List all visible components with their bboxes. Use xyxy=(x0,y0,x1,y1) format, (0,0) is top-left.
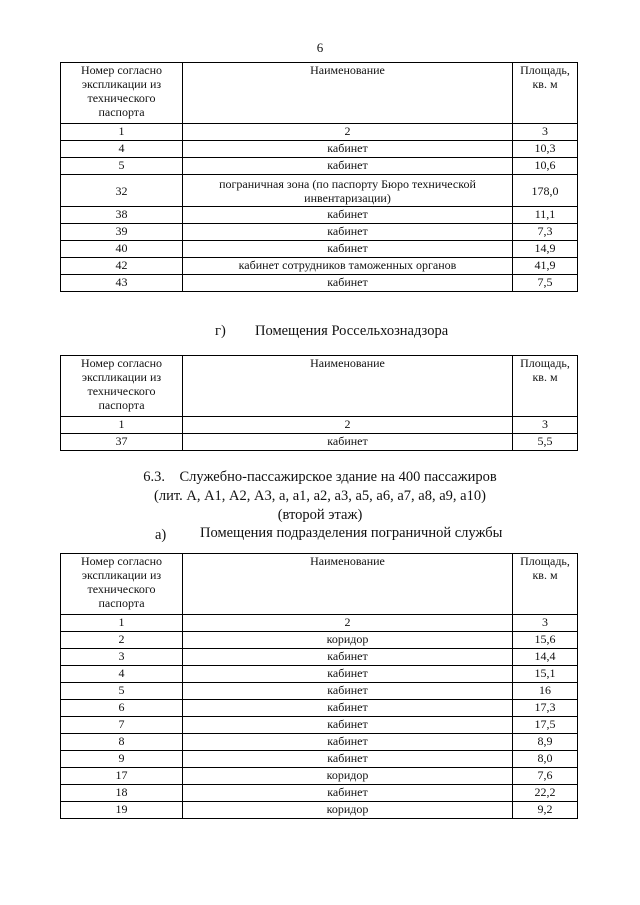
header-number: Номер согласно экспликации из технического паспорта xyxy=(61,554,183,615)
header-number: Номер согласно экспликации из технического паспорта xyxy=(61,63,183,124)
header-area: Площадь, кв. м xyxy=(513,356,578,417)
header-number: Номер согласно экспликации из технического паспорта xyxy=(61,356,183,417)
table-index-row xyxy=(61,417,578,434)
header-area: Площадь, кв. м xyxy=(513,63,578,124)
cell-name: кабинет xyxy=(183,734,513,751)
cell-area: 10,3 xyxy=(513,141,578,158)
cell-area: 178,0 xyxy=(513,175,578,207)
cell-name: кабинет xyxy=(183,275,513,292)
table-row xyxy=(61,802,578,819)
index-cell: 1 xyxy=(61,615,183,632)
cell-name: кабинет xyxy=(183,700,513,717)
index-cell: 3 xyxy=(513,615,578,632)
table-index-row xyxy=(61,124,578,141)
index-cell: 3 xyxy=(513,417,578,434)
cell-area: 10,6 xyxy=(513,158,578,175)
section-6-3-floor: (второй этаж) xyxy=(277,507,363,523)
cell-number: 2 xyxy=(61,632,183,649)
cell-name: коридор xyxy=(183,802,513,819)
table-row xyxy=(61,734,578,751)
cell-name: кабинет xyxy=(183,224,513,241)
cell-number: 19 xyxy=(61,802,183,819)
cell-name: кабинет xyxy=(183,683,513,700)
page-number: 6 xyxy=(316,40,324,55)
cell-area: 5,5 xyxy=(513,434,578,451)
table-row xyxy=(61,241,578,258)
header-name: Наименование xyxy=(183,63,513,124)
cell-area: 16 xyxy=(513,683,578,700)
cell-name: кабинет xyxy=(183,666,513,683)
cell-number: 32 xyxy=(61,175,183,207)
table-header-row xyxy=(61,63,578,124)
table-row xyxy=(61,683,578,700)
cell-area: 41,9 xyxy=(513,258,578,275)
table-row xyxy=(61,258,578,275)
cell-number: 4 xyxy=(61,141,183,158)
cell-number: 42 xyxy=(61,258,183,275)
rooms-table-3 xyxy=(60,553,578,819)
cell-name: кабинет xyxy=(183,717,513,734)
cell-name: коридор xyxy=(183,768,513,785)
table-header-row xyxy=(61,554,578,615)
cell-number: 5 xyxy=(61,158,183,175)
table-row xyxy=(61,275,578,292)
section-a-letter: а) xyxy=(155,527,167,543)
table-row xyxy=(61,751,578,768)
cell-area: 17,5 xyxy=(513,717,578,734)
cell-name: кабинет xyxy=(183,158,513,175)
cell-name: кабинет сотрудников таможенных органов xyxy=(183,258,513,275)
table-row xyxy=(61,224,578,241)
cell-name: кабинет xyxy=(183,649,513,666)
header-name: Наименование xyxy=(183,554,513,615)
table-row xyxy=(61,649,578,666)
cell-number: 6 xyxy=(61,700,183,717)
cell-number: 38 xyxy=(61,207,183,224)
index-cell: 3 xyxy=(513,124,578,141)
table-row xyxy=(61,158,578,175)
cell-number: 43 xyxy=(61,275,183,292)
cell-number: 39 xyxy=(61,224,183,241)
cell-area: 14,9 xyxy=(513,241,578,258)
index-cell: 2 xyxy=(183,417,513,434)
cell-name: кабинет xyxy=(183,785,513,802)
cell-area: 15,6 xyxy=(513,632,578,649)
table-row xyxy=(61,666,578,683)
index-cell: 2 xyxy=(183,124,513,141)
table-row xyxy=(61,207,578,224)
cell-area: 8,0 xyxy=(513,751,578,768)
table-row xyxy=(61,768,578,785)
cell-area: 11,1 xyxy=(513,207,578,224)
table-row xyxy=(61,141,578,158)
table-row xyxy=(61,785,578,802)
section-6-3-building: (лит. А, А1, А2, А3, а, а1, а2, а3, а5, а6, а7, а8, а9, а10) xyxy=(154,488,486,504)
rooms-table-1 xyxy=(60,62,578,292)
cell-number: 7 xyxy=(61,717,183,734)
cell-name: коридор xyxy=(183,632,513,649)
cell-name: кабинет xyxy=(183,207,513,224)
cell-name: кабинет xyxy=(183,141,513,158)
cell-area: 17,3 xyxy=(513,700,578,717)
section-6-3-title: 6.3. Служебно-пассажирское здание на 400 пассажиров xyxy=(143,469,497,485)
index-cell: 1 xyxy=(61,124,183,141)
index-cell: 2 xyxy=(183,615,513,632)
table-row xyxy=(61,700,578,717)
cell-number: 40 xyxy=(61,241,183,258)
cell-area: 9,2 xyxy=(513,802,578,819)
section-g-letter: г) xyxy=(215,323,226,339)
cell-area: 15,1 xyxy=(513,666,578,683)
cell-name: пограничная зона (по паспорту Бюро технической инвентаризации) xyxy=(183,175,513,207)
table-row xyxy=(61,717,578,734)
cell-number: 4 xyxy=(61,666,183,683)
cell-number: 9 xyxy=(61,751,183,768)
cell-area: 14,4 xyxy=(513,649,578,666)
cell-number: 18 xyxy=(61,785,183,802)
section-g-title: Помещения Россельхознадзора xyxy=(255,323,449,339)
rooms-table-2 xyxy=(60,355,578,451)
section-a-title: Помещения подразделения пограничной службы xyxy=(200,525,503,541)
cell-number: 17 xyxy=(61,768,183,785)
table-header-row xyxy=(61,356,578,417)
cell-number: 8 xyxy=(61,734,183,751)
index-cell: 1 xyxy=(61,417,183,434)
cell-area: 7,3 xyxy=(513,224,578,241)
cell-number: 3 xyxy=(61,649,183,666)
cell-area: 7,5 xyxy=(513,275,578,292)
header-area: Площадь, кв. м xyxy=(513,554,578,615)
cell-name: кабинет xyxy=(183,434,513,451)
table-row xyxy=(61,632,578,649)
cell-area: 7,6 xyxy=(513,768,578,785)
table-index-row xyxy=(61,615,578,632)
header-name: Наименование xyxy=(183,356,513,417)
cell-area: 22,2 xyxy=(513,785,578,802)
cell-name: кабинет xyxy=(183,241,513,258)
cell-area: 8,9 xyxy=(513,734,578,751)
table-row xyxy=(61,434,578,451)
cell-name: кабинет xyxy=(183,751,513,768)
table-row xyxy=(61,175,578,207)
cell-number: 37 xyxy=(61,434,183,451)
cell-number: 5 xyxy=(61,683,183,700)
